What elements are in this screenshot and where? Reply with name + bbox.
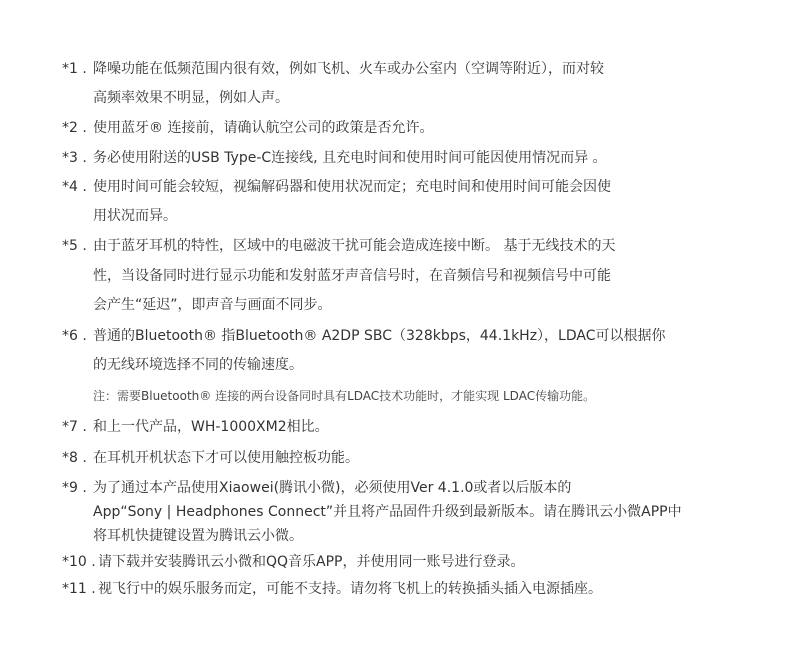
footnote-text-line: 高频率效果不明显，例如人声。 bbox=[93, 90, 289, 106]
footnote-text-line: 视飞行中的娱乐服务而定，可能不支持。请勿将飞机上的转换插头插入电源插座。 bbox=[98, 581, 602, 597]
footnote-text-line: 的无线环境选择不同的传输速度。 bbox=[93, 357, 303, 373]
footnote-text-line: 降噪功能在低频范围内很有效，例如飞机、火车或办公室内（空调等附近），而对较 bbox=[93, 61, 604, 77]
footnote-sub-note: 注：需要Bluetooth® 连接的两台设备同时具有LDAC技术功能时，才能实现 LDAC传输功能。 bbox=[93, 389, 596, 403]
footnote-text-line: 会产生“延迟”，即声音与画面不同步。 bbox=[93, 297, 332, 313]
footnote-text-line: 请下载并安装腾讯云小微和QQ音乐APP，并使用同一账号进行登录。 bbox=[98, 554, 525, 570]
footnote-text-line: 用状况而异。 bbox=[93, 208, 177, 224]
footnote-marker: *2 . bbox=[62, 120, 87, 136]
footnote-marker: *1 . bbox=[62, 61, 87, 77]
footnote-marker: *6 . bbox=[62, 328, 87, 344]
footnote-marker: *4 . bbox=[62, 179, 87, 195]
footnote-marker: *8 . bbox=[62, 450, 87, 466]
footnote-marker: *11 . bbox=[62, 581, 96, 597]
footnote-text-line: 由于蓝牙耳机的特性，区域中的电磁波干扰可能会造成连接中断。 基于无线技术的天 bbox=[93, 238, 616, 254]
footnote-text-line: 为了通过本产品使用Xiaowei(腾讯小微)，必须使用Ver 4.1.0或者以后版本的 bbox=[93, 480, 572, 496]
footnote-text-line: 在耳机开机状态下才可以使用触控板功能。 bbox=[93, 450, 359, 466]
footnote-text-line: 普通的Bluetooth® 指Bluetooth® A2DP SBC（328kbps，44.1kHz），LDAC可以根据你 bbox=[93, 328, 666, 344]
footnote-text-line: 使用时间可能会较短，视编解码器和使用状况而定；充电时间和使用时间可能会因使 bbox=[93, 179, 611, 195]
footnote-text-line: 务必使用附送的USB Type-C连接线, 且充电时间和使用时间可能因使用情况而异 。 bbox=[93, 150, 607, 166]
footnote-text-line: 将耳机快捷键设置为腾讯云小微。 bbox=[93, 528, 303, 544]
footnote-marker: *5 . bbox=[62, 238, 87, 254]
footnote-text-line: 和上一代产品，WH-1000XM2相比。 bbox=[93, 419, 329, 435]
footnote-marker: *9 . bbox=[62, 480, 87, 496]
footnote-marker: *7 . bbox=[62, 419, 87, 435]
footnote-text-line: 性，当设备同时进行显示功能和发射蓝牙声音信号时，在音频信号和视频信号中可能 bbox=[93, 268, 611, 284]
footnote-marker: *10 . bbox=[62, 554, 96, 570]
footnote-text-line: App“Sony | Headphones Connect”并且将产品固件升级到最新版本。请在腾讯云小微APP中 bbox=[93, 504, 682, 520]
footnote-marker: *3 . bbox=[62, 150, 87, 166]
footnote-text-line: 使用蓝牙® 连接前，请确认航空公司的政策是否允许。 bbox=[93, 120, 434, 136]
